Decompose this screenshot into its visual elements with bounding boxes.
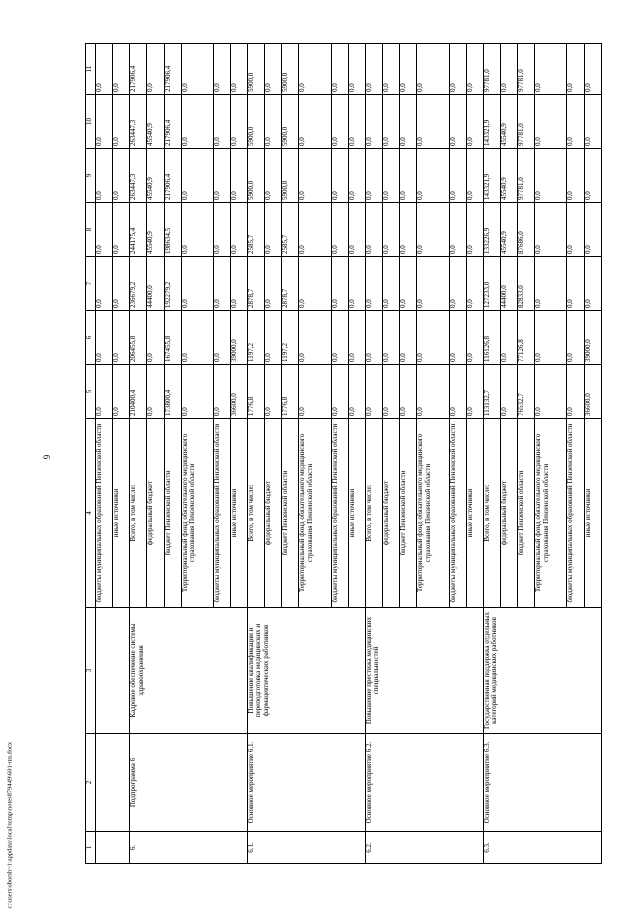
value-cell: 0,0 xyxy=(181,257,213,311)
value-cell: 0,0 xyxy=(567,149,584,203)
value-cell: 2585,7 xyxy=(282,203,299,257)
value-cell: 0,0 xyxy=(96,365,113,419)
value-cell: 0,0 xyxy=(96,203,113,257)
column-number-4: 4 xyxy=(86,419,96,608)
value-cell: 210400,4 xyxy=(130,365,147,419)
value-cell: 0,0 xyxy=(96,311,113,365)
row-number-cell: 6.1. xyxy=(248,832,366,864)
funding-source-cell: бюджеты муниципальных образований Пензенской области xyxy=(331,419,348,608)
value-cell: 0,0 xyxy=(535,203,567,257)
value-cell: 143321,9 xyxy=(483,149,500,203)
value-cell: 0,0 xyxy=(348,95,365,149)
value-cell: 5900,0 xyxy=(282,44,299,95)
value-cell: 0,0 xyxy=(365,365,382,419)
value-cell: 0,0 xyxy=(113,365,130,419)
funding-source-cell: бюджеты муниципальных образований Пензенской области xyxy=(449,419,466,608)
value-cell: 82833,0 xyxy=(518,257,535,311)
value-cell: 0,0 xyxy=(535,257,567,311)
value-cell: 45540,9 xyxy=(500,149,517,203)
value-cell: 5900,0 xyxy=(282,95,299,149)
value-cell: 217906,4 xyxy=(164,149,181,203)
value-cell: 0,0 xyxy=(265,365,282,419)
column-number-row xyxy=(86,44,96,864)
value-cell: 0,0 xyxy=(400,203,417,257)
value-cell: 0,0 xyxy=(213,257,230,311)
value-cell: 0,0 xyxy=(181,44,213,95)
value-cell: 0,0 xyxy=(466,311,483,365)
value-cell: 0,0 xyxy=(417,44,449,95)
value-cell: 0,0 xyxy=(584,44,602,95)
value-cell: 36600,0 xyxy=(230,365,247,419)
value-cell: 0,0 xyxy=(348,149,365,203)
value-cell: 2878,7 xyxy=(248,257,265,311)
value-cell: 0,0 xyxy=(96,44,113,95)
funding-source-cell: бюджет Пензенской области xyxy=(400,419,417,608)
funding-source-cell: иные источники xyxy=(584,419,602,608)
value-cell: 0,0 xyxy=(383,44,400,95)
value-cell: 0,0 xyxy=(348,365,365,419)
value-cell: 0,0 xyxy=(348,44,365,95)
value-cell: 5900,0 xyxy=(248,149,265,203)
value-cell: 0,0 xyxy=(400,257,417,311)
value-cell: 0,0 xyxy=(417,311,449,365)
funding-source-cell: Территориальный фонд обязательного медицинского страхования Пензенской области xyxy=(535,419,567,608)
value-cell: 0,0 xyxy=(383,257,400,311)
value-cell: 0,0 xyxy=(299,95,331,149)
table-row xyxy=(130,44,147,864)
value-cell: 0,0 xyxy=(230,95,247,149)
value-cell: 0,0 xyxy=(265,95,282,149)
value-cell: 0,0 xyxy=(466,95,483,149)
column-number-9: 9 xyxy=(86,149,96,203)
value-cell: 0,0 xyxy=(299,365,331,419)
value-cell: 0,0 xyxy=(113,149,130,203)
value-cell: 0,0 xyxy=(535,44,567,95)
value-cell: 113132,7 xyxy=(483,365,500,419)
page-number: 9 xyxy=(42,454,52,460)
value-cell: 0,0 xyxy=(213,203,230,257)
value-cell: 0,0 xyxy=(181,365,213,419)
value-cell: 44400,0 xyxy=(147,257,164,311)
value-cell: 192279,2 xyxy=(164,257,181,311)
value-cell: 0,0 xyxy=(449,257,466,311)
table-row xyxy=(96,44,113,864)
value-cell: 36600,0 xyxy=(584,365,602,419)
funding-source-cell: иные источники xyxy=(113,419,130,608)
measure-name-cell: Основное мероприятие 6.1. xyxy=(248,734,366,832)
value-cell: 263447,3 xyxy=(130,149,147,203)
funding-source-cell: Всего, в том числе: xyxy=(248,419,265,608)
value-cell: 0,0 xyxy=(365,149,382,203)
value-cell: 0,0 xyxy=(331,149,348,203)
value-cell: 0,0 xyxy=(181,203,213,257)
funding-source-cell: Территориальный фонд обязательного медицинского страхования Пензенской области xyxy=(299,419,331,608)
value-cell: 0,0 xyxy=(417,257,449,311)
value-cell: 0,0 xyxy=(348,311,365,365)
value-cell: 39000,0 xyxy=(584,311,602,365)
table-row xyxy=(483,44,500,864)
value-cell: 0,0 xyxy=(113,257,130,311)
value-cell: 0,0 xyxy=(299,257,331,311)
value-cell: 2878,7 xyxy=(282,257,299,311)
value-cell: 0,0 xyxy=(449,203,466,257)
value-cell: 0,0 xyxy=(213,44,230,95)
value-cell: 0,0 xyxy=(331,95,348,149)
column-number-6: 6 xyxy=(86,311,96,365)
value-cell: 0,0 xyxy=(535,311,567,365)
column-number-8: 8 xyxy=(86,203,96,257)
measure-title-cell: Повышение квалификации и переподготовка медицинских и фармацевтических работников xyxy=(248,608,366,734)
funding-source-cell: Территориальный фонд обязательного медицинского страхования Пензенской области xyxy=(417,419,449,608)
funding-source-cell: бюджеты муниципальных образований Пензенской области xyxy=(567,419,584,608)
funding-source-cell: бюджет Пензенской области xyxy=(518,419,535,608)
value-cell: 0,0 xyxy=(365,44,382,95)
value-cell: 0,0 xyxy=(400,44,417,95)
value-cell: 0,0 xyxy=(348,257,365,311)
value-cell: 236679,2 xyxy=(130,257,147,311)
value-cell: 0,0 xyxy=(265,257,282,311)
column-number-11: 11 xyxy=(86,44,96,95)
value-cell: 0,0 xyxy=(113,203,130,257)
measure-title-cell: Кадровое обеспечение системы здравоохранения xyxy=(130,608,248,734)
value-cell: 0,0 xyxy=(265,203,282,257)
funding-source-cell: бюджеты муниципальных образований Пензенской области xyxy=(213,419,230,608)
funding-source-cell: федеральный бюджет xyxy=(147,419,164,608)
value-cell: 0,0 xyxy=(265,311,282,365)
funding-source-cell: Всего, в том числе: xyxy=(130,419,147,608)
value-cell: 0,0 xyxy=(466,257,483,311)
value-cell: 0,0 xyxy=(365,257,382,311)
value-cell: 0,0 xyxy=(584,203,602,257)
measure-name-cell xyxy=(96,734,130,832)
value-cell: 45540,9 xyxy=(147,95,164,149)
value-cell: 0,0 xyxy=(400,365,417,419)
funding-source-cell: бюджет Пензенской области xyxy=(164,419,181,608)
value-cell: 0,0 xyxy=(365,311,382,365)
table-row xyxy=(248,44,265,864)
value-cell: 0,0 xyxy=(400,95,417,149)
value-cell: 0,0 xyxy=(466,203,483,257)
value-cell: 244175,4 xyxy=(130,203,147,257)
column-number-7: 7 xyxy=(86,257,96,311)
value-cell: 0,0 xyxy=(567,365,584,419)
value-cell: 0,0 xyxy=(417,149,449,203)
value-cell: 0,0 xyxy=(299,44,331,95)
value-cell: 127233,0 xyxy=(483,257,500,311)
value-cell: 0,0 xyxy=(299,311,331,365)
value-cell: 0,0 xyxy=(466,44,483,95)
measure-name-cell: Подпрограмма 6 xyxy=(130,734,248,832)
file-path-footer: c:\users\sborsh~1\appdata\local\temp\notes879449\601-пп.docx xyxy=(6,741,14,909)
funding-source-cell: Всего, в том числе: xyxy=(483,419,500,608)
column-number-10: 10 xyxy=(86,95,96,149)
value-cell: 0,0 xyxy=(230,44,247,95)
value-cell: 0,0 xyxy=(535,95,567,149)
value-cell: 0,0 xyxy=(466,149,483,203)
value-cell: 0,0 xyxy=(417,203,449,257)
value-cell: 0,0 xyxy=(417,365,449,419)
value-cell: 97781,0 xyxy=(518,149,535,203)
value-cell: 0,0 xyxy=(181,311,213,365)
value-cell: 217906,4 xyxy=(164,95,181,149)
value-cell: 0,0 xyxy=(383,365,400,419)
value-cell: 0,0 xyxy=(113,95,130,149)
value-cell: 0,0 xyxy=(383,203,400,257)
value-cell: 0,0 xyxy=(567,203,584,257)
value-cell: 143321,9 xyxy=(483,95,500,149)
value-cell: 0,0 xyxy=(113,311,130,365)
value-cell: 97781,0 xyxy=(518,44,535,95)
value-cell: 0,0 xyxy=(147,311,164,365)
value-cell: 0,0 xyxy=(299,203,331,257)
column-number-2: 2 xyxy=(86,734,96,832)
funding-source-cell: федеральный бюджет xyxy=(265,419,282,608)
rotated-table-container xyxy=(85,44,602,864)
value-cell: 0,0 xyxy=(230,257,247,311)
value-cell: 0,0 xyxy=(567,311,584,365)
value-cell: 0,0 xyxy=(567,257,584,311)
value-cell: 5900,0 xyxy=(282,149,299,203)
value-cell: 0,0 xyxy=(181,149,213,203)
value-cell: 0,0 xyxy=(230,203,247,257)
value-cell: 206455,8 xyxy=(130,311,147,365)
measure-title-cell: Повышение престижа медицинских специальностей xyxy=(365,608,483,734)
value-cell: 45540,9 xyxy=(147,203,164,257)
funding-source-cell: иные источники xyxy=(348,419,365,608)
value-cell: 0,0 xyxy=(331,257,348,311)
value-cell: 0,0 xyxy=(449,44,466,95)
value-cell: 0,0 xyxy=(213,311,230,365)
value-cell: 0,0 xyxy=(417,95,449,149)
value-cell: 39000,0 xyxy=(230,311,247,365)
funding-source-cell: бюджет Пензенской области xyxy=(282,419,299,608)
value-cell: 87686,0 xyxy=(518,203,535,257)
value-cell: 1776,8 xyxy=(282,365,299,419)
row-number-cell: 6.2. xyxy=(365,832,483,864)
value-cell: 0,0 xyxy=(584,149,602,203)
funding-table xyxy=(85,43,602,864)
value-cell: 77126,8 xyxy=(518,311,535,365)
value-cell: 0,0 xyxy=(147,44,164,95)
value-cell: 0,0 xyxy=(449,311,466,365)
measure-name-cell: Основное мероприятие 6.2. xyxy=(365,734,483,832)
value-cell: 0,0 xyxy=(147,365,164,419)
measure-title-cell xyxy=(96,608,130,734)
value-cell: 133226,9 xyxy=(483,203,500,257)
value-cell: 0,0 xyxy=(181,95,213,149)
funding-source-cell: иные источники xyxy=(466,419,483,608)
value-cell: 198634,5 xyxy=(164,203,181,257)
funding-source-cell: Всего, в том числе: xyxy=(365,419,382,608)
value-cell: 0,0 xyxy=(567,44,584,95)
value-cell: 0,0 xyxy=(299,149,331,203)
funding-source-cell: Территориальный фонд обязательного медицинского страхования Пензенской области xyxy=(181,419,213,608)
value-cell: 0,0 xyxy=(365,95,382,149)
column-number-1: 1 xyxy=(86,832,96,864)
value-cell: 1776,8 xyxy=(248,365,265,419)
value-cell: 0,0 xyxy=(96,257,113,311)
value-cell: 263447,3 xyxy=(130,95,147,149)
row-number-cell xyxy=(96,832,130,864)
value-cell: 5900,0 xyxy=(248,44,265,95)
measure-title-cell: Государственная поддержка отдельных категорий медицинских работников xyxy=(483,608,601,734)
measure-name-cell: Основное мероприятие 6.3. xyxy=(483,734,601,832)
value-cell: 0,0 xyxy=(113,44,130,95)
value-cell: 0,0 xyxy=(400,311,417,365)
value-cell: 0,0 xyxy=(383,95,400,149)
value-cell: 2585,7 xyxy=(248,203,265,257)
value-cell: 0,0 xyxy=(500,365,517,419)
value-cell: 0,0 xyxy=(449,95,466,149)
value-cell: 76532,7 xyxy=(518,365,535,419)
value-cell: 0,0 xyxy=(584,95,602,149)
value-cell: 0,0 xyxy=(383,311,400,365)
value-cell: 0,0 xyxy=(331,44,348,95)
value-cell: 0,0 xyxy=(96,149,113,203)
value-cell: 217906,4 xyxy=(164,44,181,95)
table-row xyxy=(365,44,382,864)
value-cell: 0,0 xyxy=(331,203,348,257)
column-number-3: 3 xyxy=(86,608,96,734)
value-cell: 0,0 xyxy=(383,149,400,203)
value-cell: 0,0 xyxy=(365,203,382,257)
value-cell: 0,0 xyxy=(96,95,113,149)
value-cell: 0,0 xyxy=(265,44,282,95)
value-cell: 0,0 xyxy=(331,311,348,365)
value-cell: 44400,0 xyxy=(500,257,517,311)
value-cell: 0,0 xyxy=(213,149,230,203)
value-cell: 0,0 xyxy=(567,95,584,149)
row-number-cell: 6.3. xyxy=(483,832,601,864)
funding-source-cell: федеральный бюджет xyxy=(500,419,517,608)
value-cell: 0,0 xyxy=(265,149,282,203)
value-cell: 173800,4 xyxy=(164,365,181,419)
value-cell: 167455,8 xyxy=(164,311,181,365)
value-cell: 5900,0 xyxy=(248,95,265,149)
value-cell: 0,0 xyxy=(466,365,483,419)
value-cell: 0,0 xyxy=(535,149,567,203)
value-cell: 0,0 xyxy=(535,365,567,419)
value-cell: 97781,0 xyxy=(518,95,535,149)
value-cell: 0,0 xyxy=(213,95,230,149)
value-cell: 97781,0 xyxy=(483,44,500,95)
value-cell: 116126,8 xyxy=(483,311,500,365)
funding-source-cell: иные источники xyxy=(230,419,247,608)
value-cell: 0,0 xyxy=(500,311,517,365)
value-cell: 1197,2 xyxy=(248,311,265,365)
funding-source-cell: бюджеты муниципальных образований Пензенской области xyxy=(96,419,113,608)
value-cell: 0,0 xyxy=(331,365,348,419)
value-cell: 45540,9 xyxy=(147,149,164,203)
funding-source-cell: федеральный бюджет xyxy=(383,419,400,608)
column-number-5: 5 xyxy=(86,365,96,419)
value-cell: 0,0 xyxy=(400,149,417,203)
value-cell: 0,0 xyxy=(449,149,466,203)
value-cell: 1197,2 xyxy=(282,311,299,365)
value-cell: 45540,9 xyxy=(500,95,517,149)
row-number-cell: 6. xyxy=(130,832,248,864)
table-body xyxy=(96,44,602,864)
value-cell: 0,0 xyxy=(213,365,230,419)
value-cell: 217906,4 xyxy=(130,44,147,95)
value-cell: 45540,9 xyxy=(500,203,517,257)
value-cell: 0,0 xyxy=(584,257,602,311)
value-cell: 0,0 xyxy=(348,203,365,257)
value-cell: 0,0 xyxy=(500,44,517,95)
value-cell: 0,0 xyxy=(230,149,247,203)
value-cell: 0,0 xyxy=(449,365,466,419)
